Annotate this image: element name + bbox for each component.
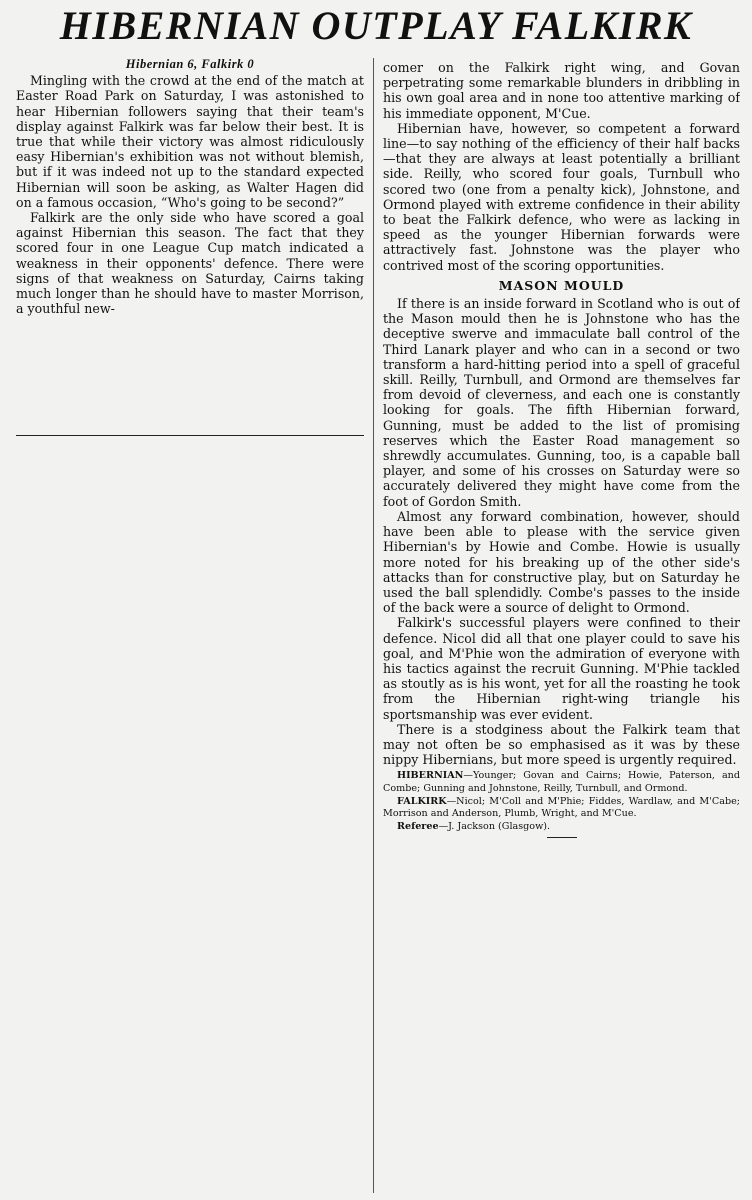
paragraph: Almost any forward combination, however, should have been able to please with the service given Hibernian's by Howie and Combe. Howie is usually more noted for his breaking up of the other side's attacks than for constructive play, but on Saturday he used the ball splendidly. Combe's passes to the inside of the back were a source of delight to Ormond. bbox=[383, 508, 740, 616]
paragraph: Falkirk's successful players were confined to their defence. Nicol did all that one player could to save his goal, and M'Phie won the admiration of everyone with his tactics against the recruit Gunning. M'Phie tackled as stoutly as is his wont, yet for all the roasting he took from the Hibernian right-wing triangle his sportsmanship was ever evident. bbox=[383, 615, 740, 722]
team-players: —Younger; Govan and Cairns; Howie, Paterson, and Combe; Gunning and Johnstone, Reilly, Turnbull, and Ormond. bbox=[383, 770, 740, 794]
paragraph: Falkirk are the only side who have scored a goal against Hibernian this season. The fact that they scored four in one League Cup match indicated a weakness in their opponents' defence. There were signs of that weakness on Saturday, Cairns taking much longer than he should have to master Morrison, a youthful new- bbox=[16, 210, 364, 317]
referee-label: Referee bbox=[397, 820, 439, 832]
paragraph: If there is an inside forward in Scotland who is out of the Mason mould then he is Johnstone who has the deceptive swerve and immaculate ball control of the Third Lanark player and who can in a second or two transform a hard-hitting period into a spell of graceful skill. Reilly, Turnbull, and Ormond are themselves far from devoid of cleverness, and each one is constantly looking for goals. The fifth Hibernian forward, Gunning, must be added to the list of promising reserves which the Easter Road management so shrewdly accumulates. Gunning, too, is a capable ball player, and some of his crosses on Saturday were so accurately delivered they might have come from the foot of Gordon Smith. bbox=[383, 296, 740, 509]
team-label: HIBERNIAN bbox=[397, 770, 464, 782]
end-rule bbox=[16, 435, 364, 436]
referee-line bbox=[383, 821, 740, 834]
section-heading: MASON MOULD bbox=[498, 277, 625, 293]
left-column bbox=[16, 57, 364, 432]
right-column bbox=[383, 60, 740, 1190]
paragraph: comer on the Falkirk right wing, and Govan perpetrating some remarkable blunders in dribbling in his own goal area and in none too attentive marking of his immediate opponent, M'Cue. bbox=[383, 60, 740, 121]
score-line: Hibernian 6, Falkirk 0 bbox=[125, 57, 255, 71]
closing-rule bbox=[547, 837, 577, 838]
team-players: —Nicol; M'Coll and M'Phie; Fiddes, Wardlaw, and M'Cabe; Morrison and Anderson, Plumb, Wright, and M'Cue. bbox=[383, 795, 740, 820]
paragraph: Mingling with the crowd at the end of the match at Easter Road Park on Saturday, I was astonished to hear Hibernian followers saying that their team's display against Falkirk was far below their best. It is true that while their victory was almost ridiculously easy Hibernian's exhibition was not without blemish, but if it was indeed not up to the standard expected Hibernian will soon be asking, as Walter Hagen did on a famous occasion, “Who's going to be second?” bbox=[16, 73, 364, 210]
team-label: FALKIRK bbox=[397, 795, 447, 807]
headline: HIBERNIAN OUTPLAY FALKIRK bbox=[59, 3, 693, 48]
paragraph: There is a stodginess about the Falkirk team that may not often be so emphasised as it was by these nippy Hibernians, but more speed is urgently required. bbox=[383, 721, 740, 768]
team-lineups bbox=[383, 770, 740, 833]
team-line-hibernian bbox=[383, 770, 740, 795]
team-line-falkirk bbox=[383, 796, 740, 821]
referee-name: —J. Jackson (Glasgow). bbox=[438, 820, 551, 832]
paragraph: Hibernian have, however, so competent a forward line—to say nothing of the efficiency of their half backs—that they are always at least potentially a brilliant side. Reilly, who scored four goals, Turnbull who scored two (one from a penalty kick), Johnstone, and Ormond played with extreme confidence in their ability to beat the Falkirk defence, who were as lacking in speed as the younger Hibernian forwards were attractively fast. Johnstone was the player who contrived most of the scoring opportunities. bbox=[383, 120, 740, 273]
column-divider bbox=[373, 58, 374, 1193]
